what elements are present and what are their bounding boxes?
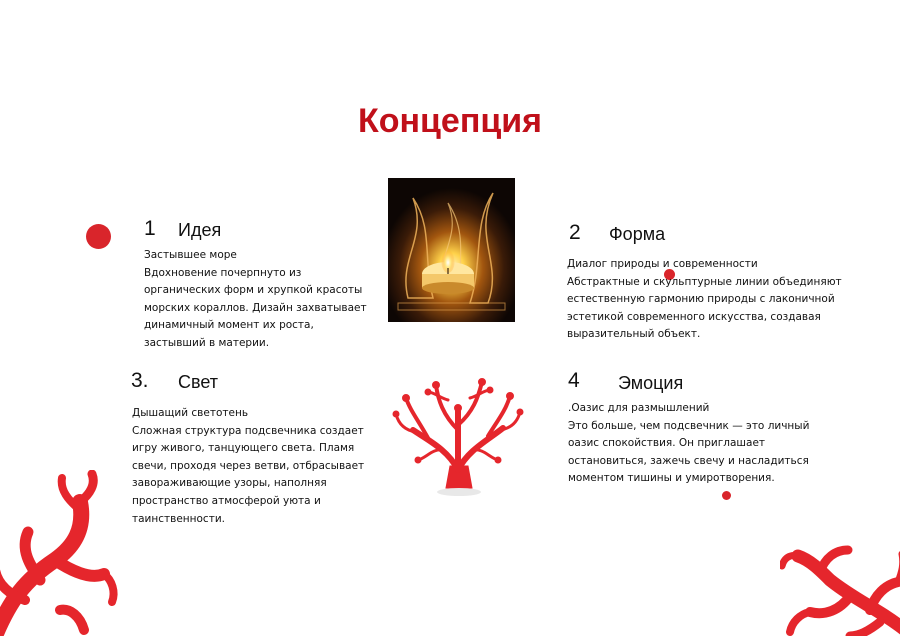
- section-3-heading: Свет: [178, 372, 219, 392]
- section-4-line: Это больше, чем подсвечник — это личный: [568, 419, 810, 432]
- section-1-line: застывший в материи.: [144, 336, 270, 349]
- section-4-text: [568, 400, 809, 488]
- section-4-heading: Эмоция: [618, 373, 684, 393]
- section-3-line: таинственности.: [132, 512, 225, 525]
- section-1-line: Вдохновение почерпнуто из: [144, 266, 302, 279]
- section-2-line: Абстрактные и скульптурные линии объединяют: [567, 275, 842, 288]
- section-1-line: динамичный момент их роста,: [144, 319, 314, 332]
- section-1-text: [144, 247, 367, 353]
- section-4-line: моментом тишины и умиротворения.: [568, 472, 775, 485]
- section-4-number: 4: [568, 369, 580, 392]
- section-3-number: 3.: [131, 369, 149, 392]
- section-1-line: органических форм и хрупкой красоты: [144, 284, 363, 297]
- section-3-text: [132, 405, 364, 528]
- section-1-line: Застывшее море: [144, 249, 237, 261]
- coral-photo: [388, 370, 528, 504]
- section-2-text: [567, 256, 842, 344]
- section-4-line: оазис спокойствия. Он приглашает: [568, 437, 766, 450]
- section-2-heading: Форма: [609, 224, 666, 244]
- section-1-number: 1: [144, 217, 156, 240]
- decorative-dot-large: [86, 224, 111, 249]
- section-2-line: эстетикой современного искусства, создавая: [567, 310, 821, 323]
- section-4-line: остановиться, зажечь свечу и насладиться: [568, 454, 809, 467]
- coral-decoration-right: [780, 540, 900, 636]
- section-2-line: естественную гармонию природы с лаконичной: [567, 293, 835, 306]
- section-2-line: Диалог природы и современности: [567, 258, 758, 270]
- section-3-line: свечи, проходя через ветви, отбрасывает: [132, 459, 365, 472]
- section-2-number: 2: [569, 221, 581, 244]
- section-1-heading: Идея: [178, 220, 222, 240]
- section-3-line: Дышащий светотень: [132, 407, 249, 419]
- coral-decoration-left: [0, 470, 120, 636]
- section-3-line: игру живого, танцующего света. Пламя: [132, 442, 355, 455]
- decorative-dot-tiny: [722, 491, 731, 500]
- section-3-line: завораживающие узоры, наполняя: [132, 477, 327, 490]
- page-title: Концепция: [357, 102, 543, 140]
- section-1-line: морских кораллов. Дизайн захватывает: [144, 301, 367, 314]
- section-2-line: выразительный объект.: [567, 328, 701, 341]
- section-3-line: пространство атмосферой уюта и: [132, 494, 321, 507]
- candle-photo: [388, 178, 515, 322]
- section-3-line: Сложная структура подсвечника создает: [132, 424, 364, 437]
- section-4-line: .Оазис для размышлений: [568, 402, 710, 414]
